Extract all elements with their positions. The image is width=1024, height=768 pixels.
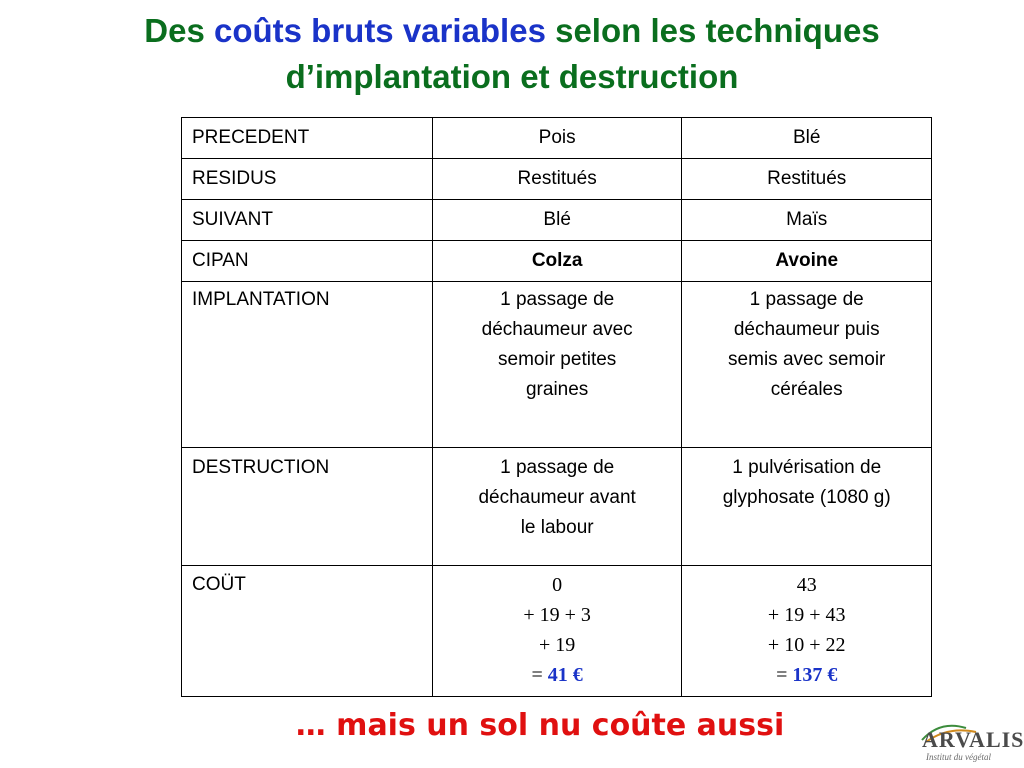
equals-sign: = xyxy=(776,664,793,686)
row-header-residus: RESIDUS xyxy=(182,159,433,200)
table-row xyxy=(182,566,932,697)
title-line-2: d’implantation et destruction xyxy=(285,58,739,95)
cell-line: semis avec semoir xyxy=(728,349,886,370)
cost-line: 0 xyxy=(552,574,563,596)
cost-line: + 19 xyxy=(539,634,576,656)
cell-implantation-2 xyxy=(682,282,932,448)
cell-residus-2: Restitués xyxy=(682,159,932,200)
table-row xyxy=(182,241,932,282)
row-header-destruction: DESTRUCTION xyxy=(182,448,433,566)
cost-line: 43 xyxy=(796,574,817,596)
cell-cipan-2: Avoine xyxy=(682,241,932,282)
cell-line: le labour xyxy=(520,517,594,538)
logo-name: ARVALIS xyxy=(922,727,1024,752)
logo-tagline: Institut du végétal xyxy=(926,752,991,762)
cost-line: + 19 + 3 xyxy=(523,604,591,626)
cost-total-line xyxy=(692,660,921,690)
row-header-implantation: IMPLANTATION xyxy=(182,282,433,448)
cell-line: 1 passage de xyxy=(500,289,615,310)
cell-precedent-2: Blé xyxy=(682,118,932,159)
slide-title xyxy=(0,8,1024,100)
cell-implantation-1 xyxy=(432,282,682,448)
row-header-precedent: PRECEDENT xyxy=(182,118,433,159)
title-line-1 xyxy=(0,8,1024,54)
cost-total: 41 € xyxy=(547,664,583,686)
title-highlight: coûts bruts variables xyxy=(213,12,546,49)
cost-line: + 19 + 43 xyxy=(767,604,846,626)
title-part-3: selon les techniques xyxy=(545,12,880,49)
cost-line: + 10 + 22 xyxy=(767,634,846,656)
cell-cipan-1: Colza xyxy=(432,241,682,282)
equals-sign: = xyxy=(531,664,548,686)
cell-line: 1 passage de xyxy=(749,289,864,310)
cell-line: céréales xyxy=(770,379,843,400)
cell-destruction-2 xyxy=(682,448,932,566)
cost-total-line xyxy=(443,660,672,690)
table-row xyxy=(182,118,932,159)
table-row xyxy=(182,448,932,566)
cell-line: 1 pulvérisation de xyxy=(732,457,882,478)
cell-cout-2 xyxy=(682,566,932,697)
cell-line: 1 passage de xyxy=(500,457,615,478)
table-row xyxy=(182,159,932,200)
row-header-cout: COÜT xyxy=(182,566,433,697)
cost-total: 137 € xyxy=(792,664,838,686)
cell-destruction-1 xyxy=(432,448,682,566)
cell-line: déchaumeur avec xyxy=(481,319,633,340)
cell-line: glyphosate (1080 g) xyxy=(722,487,891,508)
arvalis-logo xyxy=(920,718,1024,768)
row-header-cipan: CIPAN xyxy=(182,241,433,282)
cell-line: graines xyxy=(525,379,589,400)
cell-line: déchaumeur puis xyxy=(733,319,880,340)
cell-suivant-1: Blé xyxy=(432,200,682,241)
cell-suivant-2: Maïs xyxy=(682,200,932,241)
title-part-1: Des xyxy=(144,12,214,49)
footer-note: … mais un sol nu coûte aussi xyxy=(295,708,785,743)
cell-line: semoir petites xyxy=(498,349,617,370)
row-header-suivant: SUIVANT xyxy=(182,200,433,241)
table-row xyxy=(182,200,932,241)
cell-residus-1: Restitués xyxy=(432,159,682,200)
cost-comparison-table xyxy=(181,117,932,697)
cell-precedent-1: Pois xyxy=(432,118,682,159)
cell-cout-1 xyxy=(432,566,682,697)
table-row xyxy=(182,282,932,448)
cell-line: déchaumeur avant xyxy=(478,487,636,508)
